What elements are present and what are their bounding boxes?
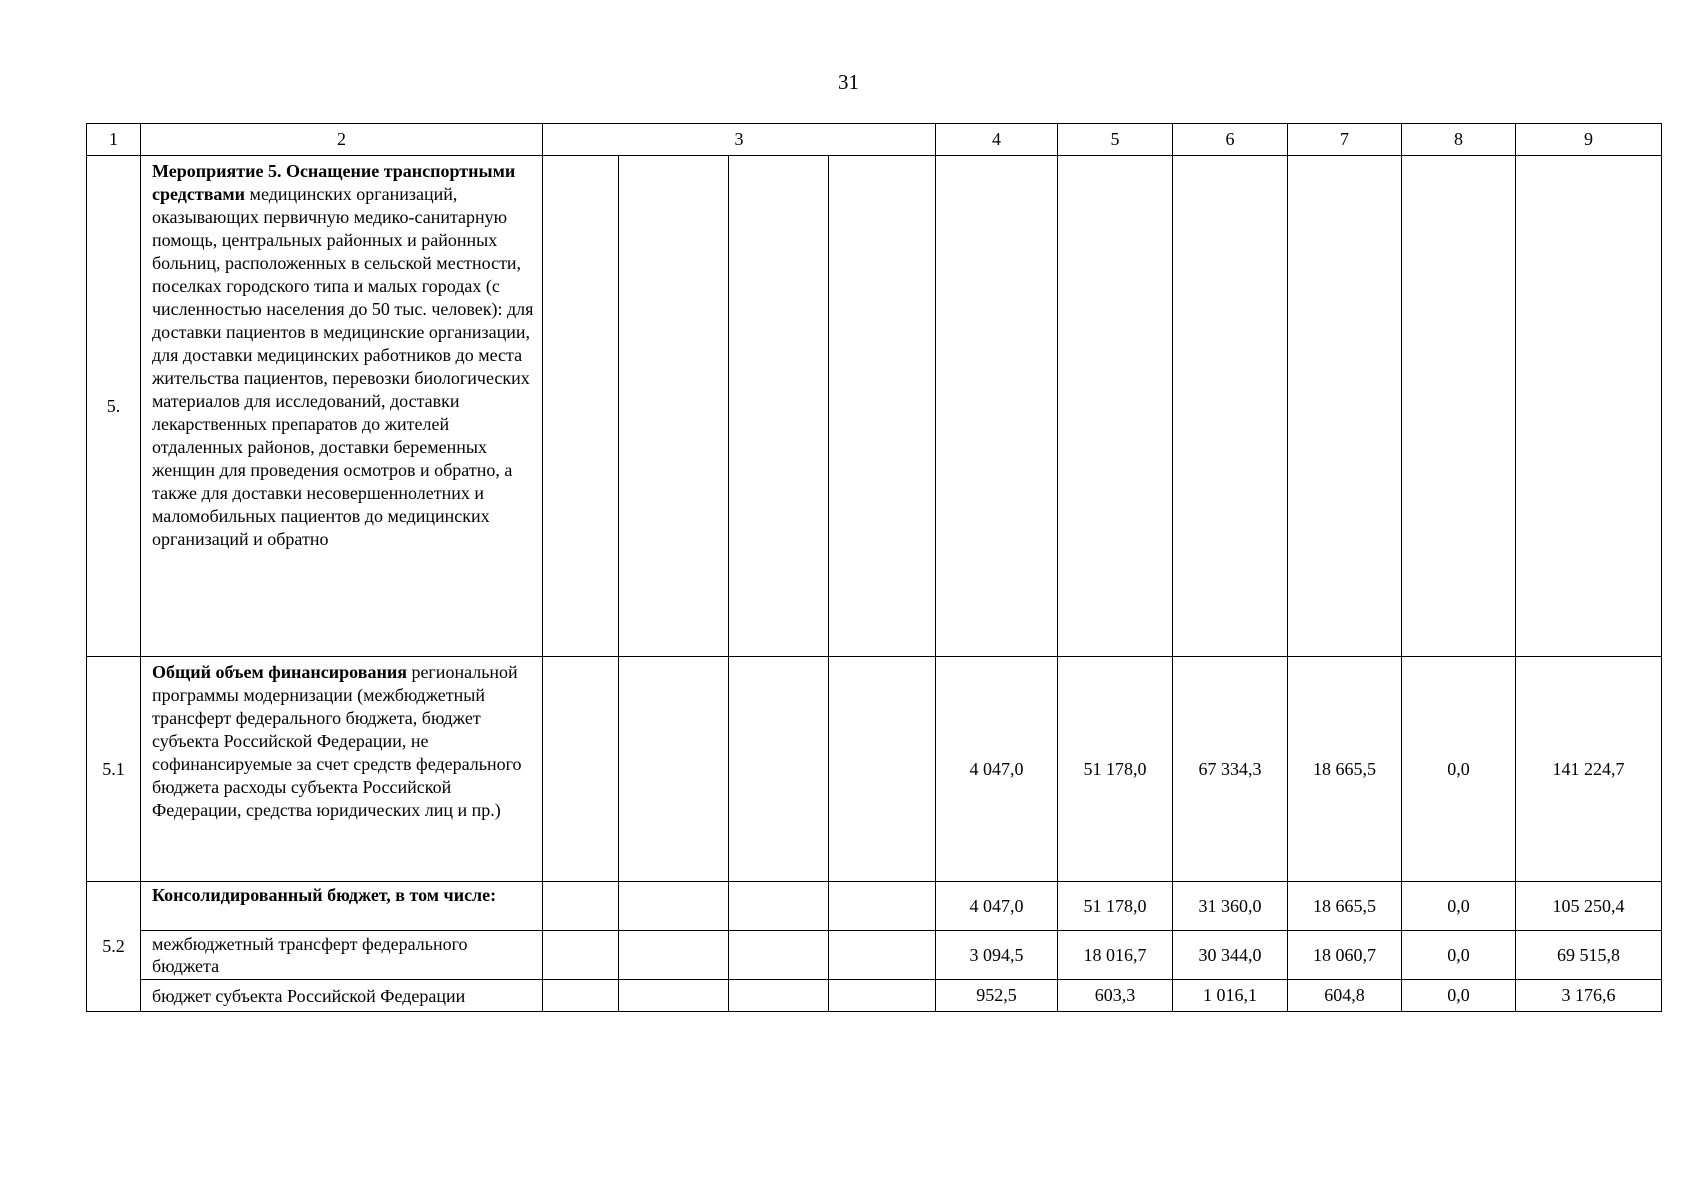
value-cell: 952,5 (936, 980, 1058, 1012)
table-row (87, 931, 1662, 980)
value-cell: 0,0 (1402, 931, 1516, 980)
value-cell: 604,8 (1288, 980, 1402, 1012)
empty-cell (543, 931, 619, 980)
value-cell: 603,3 (1058, 980, 1173, 1012)
row-title-bold: Мероприятие 5. Оснащение транспортными средствами (152, 161, 516, 204)
value-cell: 51 178,0 (1058, 882, 1173, 931)
value-cell: 1 016,1 (1173, 980, 1288, 1012)
empty-cell (729, 657, 829, 882)
value-cell: 51 178,0 (1058, 657, 1173, 882)
table-row (87, 156, 1662, 657)
value-cell: 105 250,4 (1516, 882, 1662, 931)
empty-cell (619, 882, 729, 931)
empty-cell (829, 882, 936, 931)
empty-cell (829, 980, 936, 1012)
value-cell: 3 176,6 (1516, 980, 1662, 1012)
value-cell: 67 334,3 (1173, 657, 1288, 882)
empty-cell (729, 882, 829, 931)
row-description: межбюджетный трансферт федерального бюджета (141, 931, 543, 980)
value-cell (1058, 156, 1173, 657)
value-cell: 0,0 (1402, 882, 1516, 931)
value-cell: 4 047,0 (936, 882, 1058, 931)
row-number: 5.2 (87, 882, 141, 1012)
value-cell: 4 047,0 (936, 657, 1058, 882)
header-cell: 7 (1288, 124, 1402, 156)
empty-cell (829, 657, 936, 882)
header-cell: 8 (1402, 124, 1516, 156)
table-row (87, 980, 1662, 1012)
empty-cell (619, 931, 729, 980)
header-cell: 3 (543, 124, 936, 156)
value-cell: 69 515,8 (1516, 931, 1662, 980)
value-cell (1288, 156, 1402, 657)
page-number: 31 (838, 70, 859, 94)
empty-cell (729, 156, 829, 657)
row-number: 5.1 (87, 657, 141, 882)
header-cell: 9 (1516, 124, 1662, 156)
table-row (87, 657, 1662, 882)
value-cell: 18 665,5 (1288, 882, 1402, 931)
row-description: Консолидированный бюджет, в том числе: (141, 882, 543, 931)
empty-cell (829, 931, 936, 980)
value-cell: 141 224,7 (1516, 657, 1662, 882)
value-cell (1173, 156, 1288, 657)
empty-cell (543, 980, 619, 1012)
row-description: бюджет субъекта Российской Федерации (141, 980, 543, 1012)
row-number: 5. (87, 156, 141, 657)
value-cell (1402, 156, 1516, 657)
value-cell: 18 016,7 (1058, 931, 1173, 980)
value-cell: 30 344,0 (1173, 931, 1288, 980)
value-cell (1516, 156, 1662, 657)
row-title-text: региональной программы модернизации (межбюджетный трансферт федерального бюджета, бюджет субъекта Российской Федерации, не софинансируемые за счет средств федерального бюджета расходы субъекта Российской Федерации, средства юридических лиц и пр.) (152, 662, 522, 820)
row-description (141, 657, 543, 882)
empty-cell (619, 156, 729, 657)
empty-cell (729, 980, 829, 1012)
value-cell: 3 094,5 (936, 931, 1058, 980)
header-cell: 1 (87, 124, 141, 156)
empty-cell (543, 156, 619, 657)
value-cell: 0,0 (1402, 657, 1516, 882)
header-cell: 6 (1173, 124, 1288, 156)
header-cell: 5 (1058, 124, 1173, 156)
row-title-bold: Общий объем финансирования (152, 662, 407, 682)
table-row (87, 882, 1662, 931)
empty-cell (619, 980, 729, 1012)
value-cell: 18 665,5 (1288, 657, 1402, 882)
value-cell: 31 360,0 (1173, 882, 1288, 931)
header-cell: 4 (936, 124, 1058, 156)
row-description (141, 156, 543, 657)
empty-cell (543, 882, 619, 931)
value-cell: 0,0 (1402, 980, 1516, 1012)
empty-cell (729, 931, 829, 980)
row-title-text: медицинских организаций, оказывающих первичную медико-санитарную помощь, центральных районных и районных больниц, расположенных в сельской местности, поселках городского типа и малых городах (с численностью населения до 50 тыс. человек): для доставки пациентов в медицинские организации, для доставки медицинских работников до места жительства пациентов, перевозки биологических материалов для исследований, доставки лекарственных препаратов до жителей отдаленных районов, доставки беременных женщин для проведения осмотров и обратно, а также для доставки несовершеннолетних и маломобильных пациентов до медицинских организаций и обратно (152, 184, 534, 549)
empty-cell (543, 657, 619, 882)
empty-cell (829, 156, 936, 657)
header-row (87, 124, 1662, 156)
header-cell: 2 (141, 124, 543, 156)
empty-cell (619, 657, 729, 882)
value-cell (936, 156, 1058, 657)
value-cell: 18 060,7 (1288, 931, 1402, 980)
budget-table (86, 123, 1662, 1012)
